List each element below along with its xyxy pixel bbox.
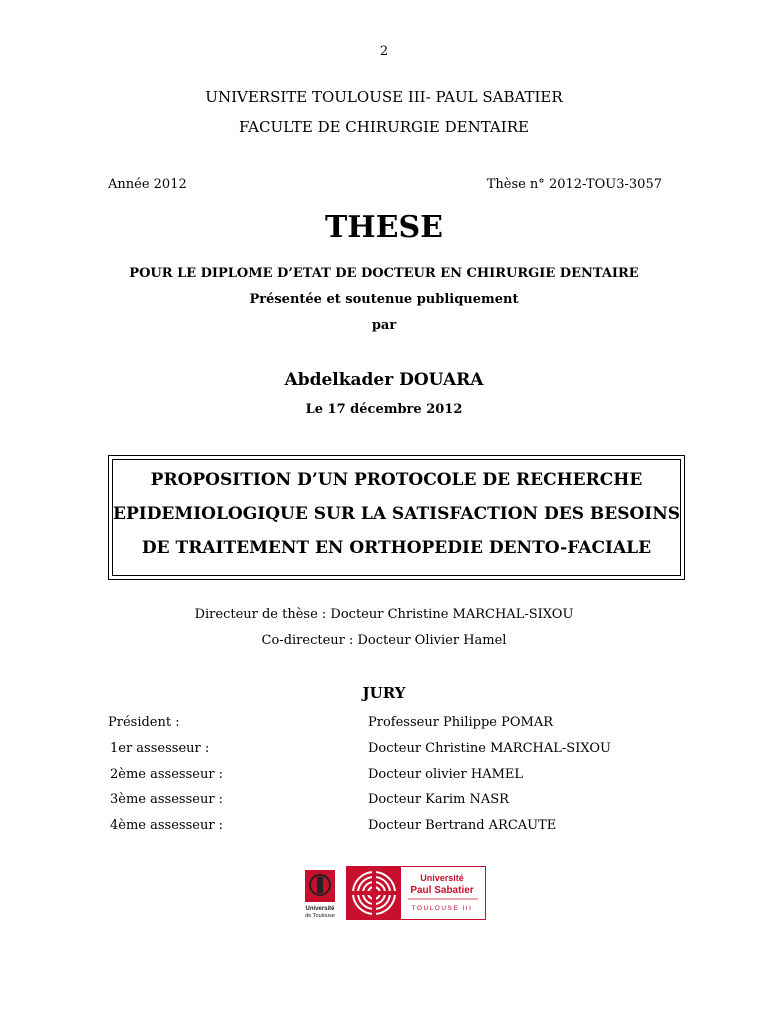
university-name: UNIVERSITE TOULOUSE III- PAUL SABATIER (205, 88, 563, 106)
jury-row (0, 767, 768, 787)
defense-date: Le 17 décembre 2012 (305, 402, 463, 417)
presented-line: Présentée et soutenue publiquement (249, 292, 519, 307)
logo-text-2: de Toulouse (305, 913, 335, 919)
by-line: par (371, 318, 397, 333)
jury-row (0, 741, 768, 761)
thesis-director: Directeur de thèse : Docteur Christine MARCHAL-SIXOU (194, 607, 574, 622)
thesis-number: Thèse n° 2012-TOU3-3057 (486, 177, 662, 192)
jury-role: 2ème assesseur : (110, 767, 224, 782)
jury-role: 4ème assesseur : (110, 818, 224, 833)
ups-text-2: Paul Sabatier (410, 885, 474, 896)
thesis-codirector: Co-directeur : Docteur Olivier Hamel (261, 633, 507, 648)
jury-name: Docteur Bertrand ARCAUTE (368, 818, 557, 833)
year-label: Année 2012 (108, 177, 187, 192)
faculty-name: FACULTE DE CHIRURGIE DENTAIRE (239, 118, 529, 136)
subject-box (108, 455, 685, 580)
jury-name: Professeur Philippe POMAR (368, 715, 554, 730)
logo-text-1: Université (305, 906, 335, 912)
jury-role: 1er assesseur : (110, 741, 210, 756)
universite-paul-sabatier-logo (346, 866, 486, 920)
jury-role: 3ème assesseur : (110, 792, 224, 807)
jury-name: Docteur olivier HAMEL (368, 767, 524, 782)
ups-text-3: TOULOUSE III (411, 905, 473, 912)
jury-name: Docteur Christine MARCHAL-SIXOU (368, 741, 611, 756)
ups-text-1: Université (420, 873, 464, 883)
author-name: Abdelkader DOUARA (284, 370, 484, 390)
jury-row (0, 715, 768, 735)
document-title: THESE (324, 210, 444, 245)
diploma-line: POUR LE DIPLOME D’ETAT DE DOCTEUR EN CHIRURGIE DENTAIRE (129, 266, 639, 281)
subject-line-2: EPIDEMIOLOGIQUE SUR LA SATISFACTION DES BESOINS (113, 504, 681, 524)
subject-line-3: DE TRAITEMENT EN ORTHOPEDIE DENTO-FACIALE (141, 538, 652, 558)
jury-name: Docteur Karim NASR (368, 792, 509, 807)
page-number: 2 (379, 44, 389, 59)
jury-title: JURY (362, 684, 406, 702)
jury-row (0, 792, 768, 812)
jury-row (0, 818, 768, 838)
jury-role: Président : (108, 715, 180, 730)
universite-toulouse-logo (301, 868, 339, 920)
subject-box-inner (112, 459, 681, 576)
subject-line-1: PROPOSITION D’UN PROTOCOLE DE RECHERCHE (150, 470, 643, 490)
